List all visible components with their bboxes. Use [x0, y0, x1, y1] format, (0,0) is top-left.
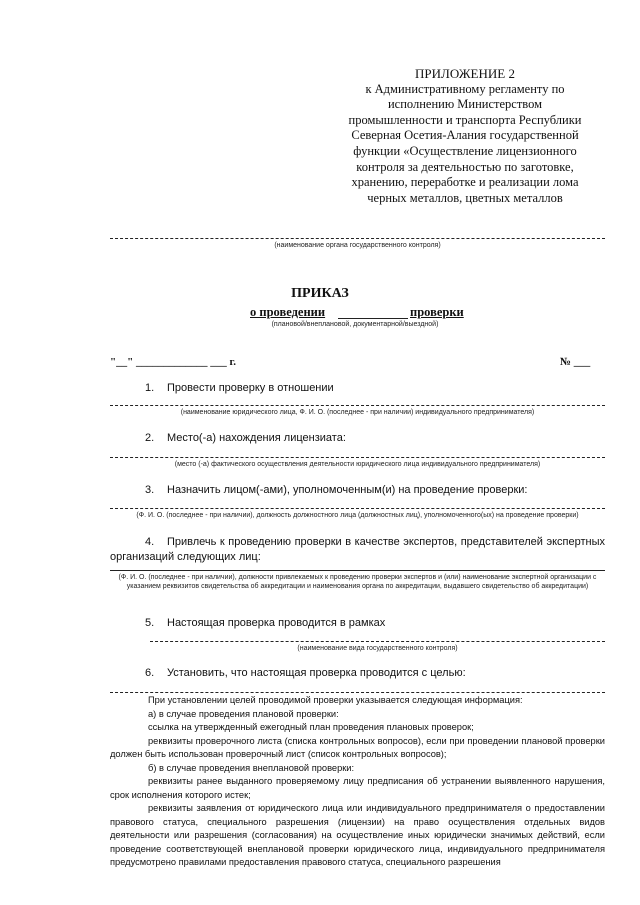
- appendix-line: исполнению Министерством: [387, 97, 543, 112]
- item-5-line: [150, 641, 605, 642]
- appendix-line: к Административному регламенту по: [365, 81, 565, 96]
- appendix-line: хранению, переработке и реализации лома: [351, 175, 579, 190]
- order-subtitle-right: проверки: [410, 305, 464, 319]
- order-subtitle-blank: [338, 318, 408, 319]
- appendix-line: черных металлов, цветных металлов: [367, 190, 563, 205]
- organ-name-caption: (наименование органа государственного контроля): [274, 242, 441, 249]
- body-paragraph: б) в случае проведения внеплановой проверки:: [148, 762, 355, 773]
- item-6-line: [110, 692, 605, 693]
- item-text: Провести проверку в отношении: [167, 382, 334, 394]
- appendix-line: Северная Осетия-Алания государственной: [351, 128, 579, 143]
- order-title: ПРИКАЗ: [291, 286, 349, 301]
- appendix-block: [330, 66, 600, 206]
- item-1-line: [110, 405, 605, 406]
- appendix-line: контроля за деятельностью по заготовке,: [356, 159, 574, 174]
- organ-name-line: [110, 238, 605, 239]
- item-6: [145, 667, 466, 679]
- body-paragraph: ссылка на утвержденный ежегодный план проведения плановых проверок;: [148, 722, 474, 732]
- body-text: [110, 694, 605, 870]
- item-2-caption: (место (-а) фактического осуществления деятельности юридического лица индивидуального предпринимателя): [174, 461, 541, 468]
- appendix-title: ПРИЛОЖЕНИЕ 2: [415, 66, 515, 81]
- item-2-line: [110, 457, 605, 458]
- body-paragraph: а) в случае проведения плановой проверки:: [148, 708, 339, 719]
- item-5-caption: (наименование вида государственного контроля): [297, 645, 458, 652]
- item-4-line: [110, 570, 605, 571]
- order-date: "__" _____________ ___ г.: [110, 356, 236, 368]
- item-number: 6.: [145, 667, 155, 679]
- item-number: 2.: [145, 432, 155, 444]
- item-number: 4.: [145, 536, 155, 548]
- body-paragraph: реквизиты заявления от юридического лица или индивидуального предпринимателя о предоставлении правового статуса, специального разрешения (лицензии) на право осуществления отдельных видов деятельности или разрешения (согласования) на осуществление иных юридически значимых действий, если проведение соответствующей внеплановой проверки юридического лица, индивидуального предпринимателя предусмотрено правилами предоставления правового статуса, специального разрешения: [110, 803, 605, 867]
- item-3: [145, 484, 527, 496]
- item-number: 3.: [145, 484, 155, 496]
- item-text: Настоящая проверка проводится в рамках: [167, 617, 386, 629]
- item-number: 1.: [145, 382, 155, 394]
- appendix-line: промышленности и транспорта Республики: [348, 112, 582, 127]
- item-text: Привлечь к проведению проверки в качестве экспертов, представителей экспертных организаций следующих лиц:: [110, 536, 605, 563]
- item-4-caption: (Ф. И. О. (последнее - при наличии), должности привлекаемых к проведению проверки экспертов и (или) наименование экспертной организации с указанием реквизитов свидетельства об аккредитации и наименования органа по аккредитации, выдавшего свидетельство об аккредитации): [118, 574, 597, 590]
- item-1-caption: (наименование юридического лица, Ф. И. О. (последнее - при наличии) индивидуального предпринимателя): [180, 409, 535, 416]
- item-text: Назначить лицом(-ами), уполномоченным(и) на проведение проверки:: [167, 484, 528, 496]
- item-2: [145, 432, 346, 444]
- item-1: [145, 382, 334, 394]
- appendix-line: функции «Осуществление лицензионного: [353, 143, 577, 158]
- order-subtitle-caption: (плановой/внеплановой, документарной/выездной): [271, 321, 439, 328]
- body-paragraph: реквизиты проверочного листа (списка контрольных вопросов), если при проведении плановой проверки должен быть использован проверочный лист (список контрольных вопросов);: [110, 735, 605, 759]
- item-text: Установить, что настоящая проверка проводится с целью:: [167, 667, 466, 679]
- item-5: [145, 617, 385, 629]
- item-3-line: [110, 508, 605, 509]
- item-3-caption: (Ф. И. О. (последнее - при наличии), должность должностного лица (должностных лиц), уполномоченного(ых) на проведение проверки): [136, 512, 579, 519]
- order-subtitle-left: о проведении: [250, 305, 326, 319]
- item-text: Место(-а) нахождения лицензиата:: [167, 432, 346, 444]
- body-paragraph: реквизиты ранее выданного проверяемому лицу предписания об устранении выявленного нарушения, срок исполнения которого истек;: [110, 776, 605, 800]
- body-paragraph: При установлении целей проводимой проверки указывается следующая информация:: [148, 695, 523, 705]
- item-number: 5.: [145, 617, 155, 629]
- order-number: № ___: [560, 356, 591, 368]
- item-4: [110, 535, 605, 565]
